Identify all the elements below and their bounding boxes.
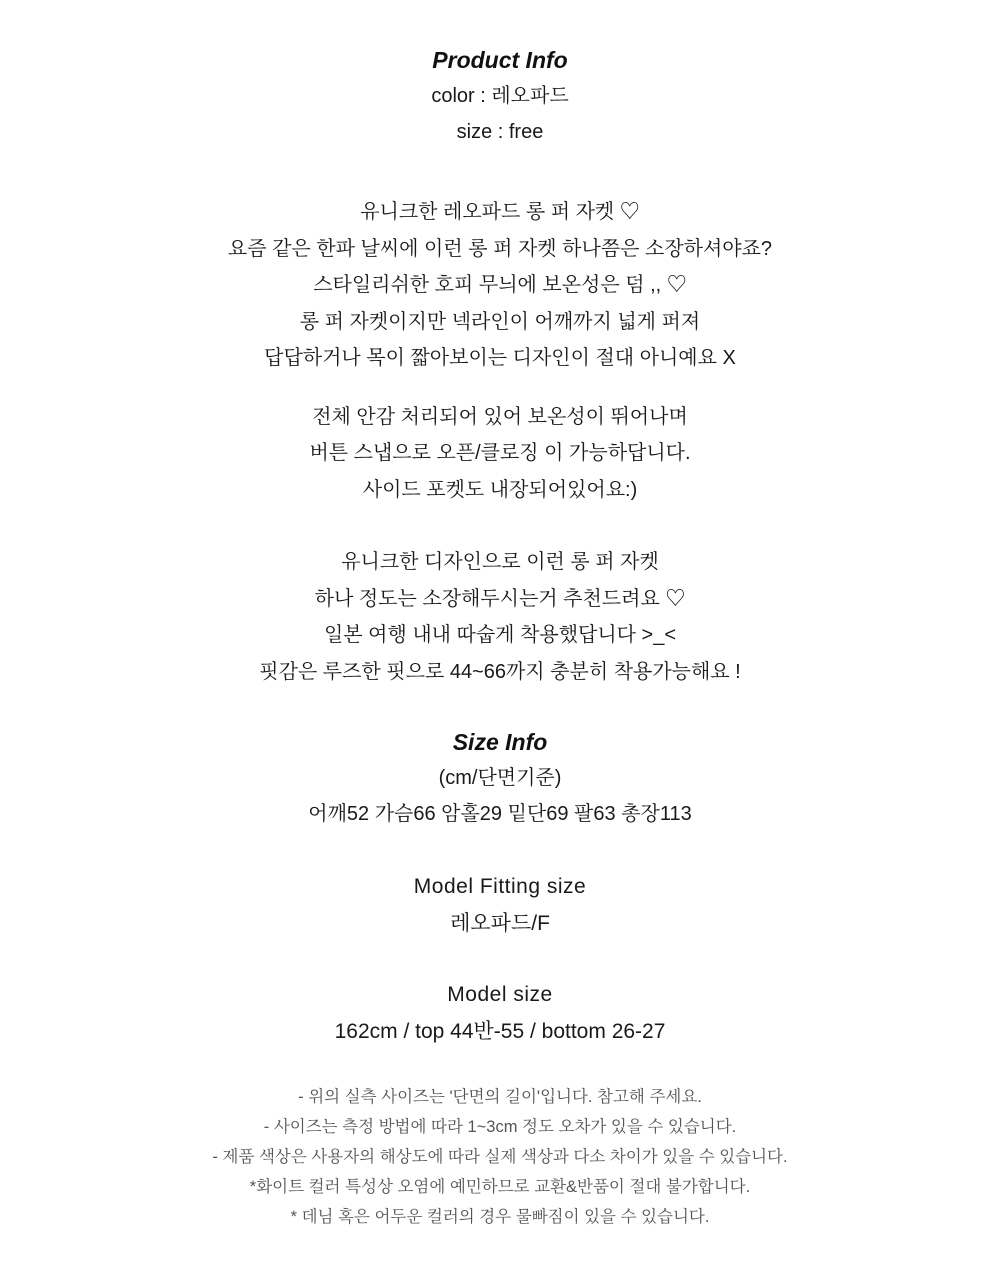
- note-line: - 위의 실측 사이즈는 '단면의 길이'입니다. 참고해 주세요.: [298, 1088, 702, 1106]
- model-fitting-value: 레오파드/F: [450, 912, 550, 935]
- note-line: - 제품 색상은 사용자의 해상도에 따라 실제 색상과 다소 차이가 있을 수 있습니다.: [212, 1148, 788, 1166]
- model-fitting-section: [0, 868, 1000, 942]
- note-line: * 데님 혹은 어두운 컬러의 경우 물빠짐이 있을 수 있습니다.: [290, 1208, 710, 1226]
- size-info-title: Size Info: [452, 729, 548, 755]
- description-paragraph-3: [0, 544, 1000, 690]
- note-line: - 사이즈는 측정 방법에 따라 1~3cm 정도 오차가 있을 수 있습니다.: [263, 1118, 737, 1136]
- description-line: 롱 퍼 자켓이지만 넥라인이 어깨까지 넓게 퍼져: [299, 310, 701, 333]
- size-standard-line: (cm/단면기준): [438, 767, 562, 789]
- notes-section: [0, 1082, 1000, 1232]
- description-paragraph-1: [0, 194, 1000, 377]
- description-line: 유니크한 레오파드 롱 퍼 자켓 ♡: [360, 201, 640, 223]
- model-size-title: Model size: [447, 983, 553, 1006]
- description-line: 하나 정도는 소장해두시는거 추천드려요 ♡: [314, 587, 686, 610]
- description-line: 일본 여행 내내 따숩게 착용했답니다 >_<: [323, 624, 677, 646]
- description-line: 전체 안감 처리되어 있어 보온성이 뛰어나며: [312, 405, 688, 428]
- product-info-title: Product Info: [432, 47, 568, 73]
- description-line: 스타일리쉬한 호피 무늬에 보온성은 덤 ,, ♡: [313, 274, 687, 296]
- product-color-line: color : 레오파드: [431, 85, 569, 107]
- description-line: 핏감은 루즈한 핏으로 44~66까지 충분히 착용가능해요 !: [259, 660, 741, 683]
- description-line: 버튼 스냅으로 오픈/클로징 이 가능하답니다.: [309, 442, 691, 464]
- description-line: 사이드 포켓도 내장되어있어요:): [362, 478, 638, 501]
- note-line: *화이트 컬러 특성상 오염에 예민하므로 교환&반품이 절대 불가합니다.: [249, 1178, 751, 1196]
- size-info-section: [0, 724, 1000, 832]
- description-line: 요즘 같은 한파 날씨에 이런 롱 퍼 자켓 하나쯤은 소장하셔야죠?: [227, 237, 773, 260]
- size-measurements-line: 어깨52 가슴66 암홀29 밑단69 팔63 총장113: [308, 803, 692, 825]
- description-paragraph-2: [0, 399, 1000, 509]
- model-fitting-title: Model Fitting size: [413, 875, 587, 898]
- description-line: 유니크한 디자인으로 이런 롱 퍼 자켓: [341, 551, 659, 573]
- model-size-value: 162cm / top 44반-55 / bottom 26-27: [334, 1020, 666, 1043]
- description-line: 답답하거나 목이 짧아보이는 디자인이 절대 아니예요 X: [264, 347, 736, 369]
- product-size-line: size : free: [456, 121, 544, 143]
- model-size-section: [0, 976, 1000, 1050]
- product-info-section: [0, 42, 1000, 150]
